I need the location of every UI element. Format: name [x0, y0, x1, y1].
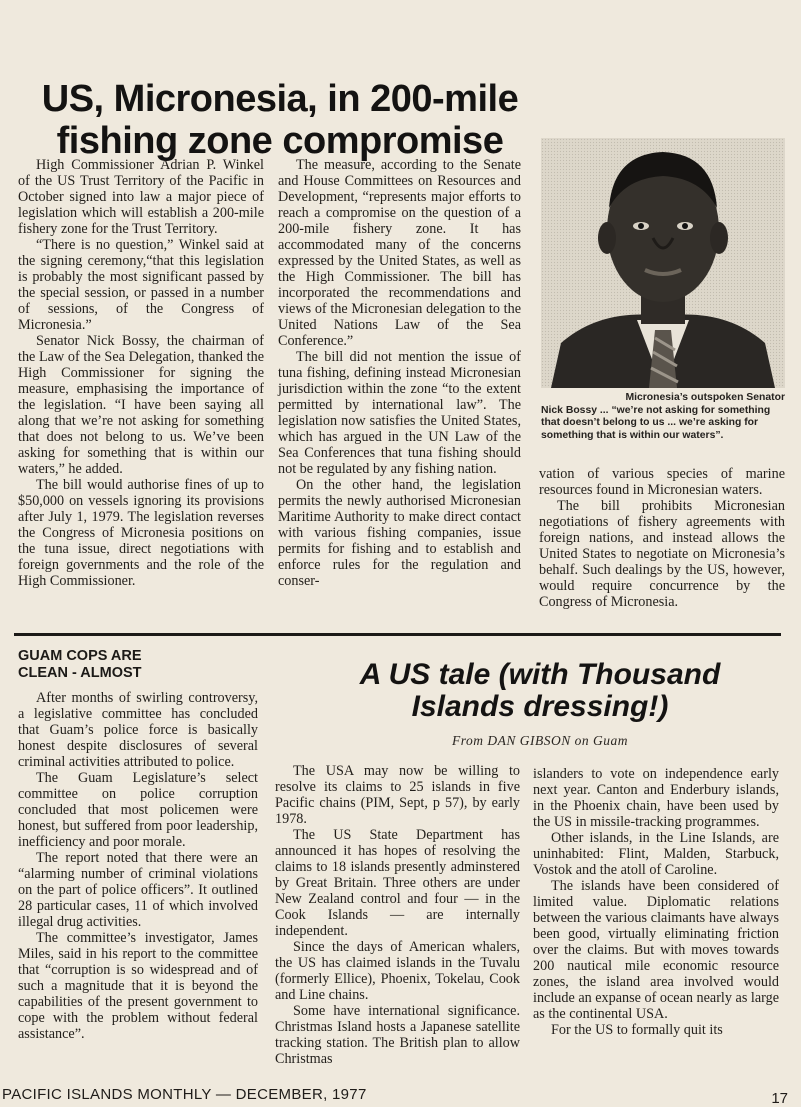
paragraph: Other islands, in the Line Islands, are uninhabited: Flint, Malden, Starbuck, Vostok and the atoll of Caroline.	[533, 830, 779, 878]
paragraph: The bill prohibits Micronesian negotiations of fishery agreements with foreign nations, and instead allows the United States to negotiate on Micronesia’s behalf. Such dealings by the US, however, would require concurrence by the Congress of Micronesia.	[539, 498, 785, 610]
paragraph: islanders to vote on independence early next year. Canton and Enderbury islands, in the Phoenix chain, have been used by the US in missile-tracking programmes.	[533, 766, 779, 830]
paragraph: On the other hand, the legislation permits the newly authorised Micronesian Maritime Authority to make direct contact with various fishing companies, issue permits for fishing and to establish and enforce rules for the regulation and conser-	[278, 477, 521, 589]
main-headline-line1: US, Micronesia, in 200-mile	[41, 78, 519, 120]
article1-column3	[539, 466, 785, 610]
paragraph: Since the days of American whalers, the US has claimed islands in the Tuvalu (formerly Ellice), Phoenix, Tokelau, Cook and Line chains.	[275, 939, 520, 1003]
paragraph: The measure, according to the Senate and House Committees on Resources and Development, “represents major efforts to reach a compromise on the question of a 200-mile fishery zone. It has accommodated many of the concerns expressed by the United States, as well as the High Commissioner. The bill has incorporated the recommendations and views of the Micronesian delegation to the United Nations Law of the Sea Conference.”	[278, 157, 521, 349]
paragraph: For the US to formally quit its	[551, 1022, 723, 1038]
guam-cops-body	[18, 690, 258, 1042]
paragraph: Senator Nick Bossy, the chairman of the Law of the Sea Delegation, thanked the High Commissioner for signing the measure, emphasising the importance of the legislation. “I have been saying all along that we’re not asking for something that does not belong to us. We’ve been asking for something that is within our waters,” he added.	[18, 333, 264, 477]
paragraph: The US State Department has announced it has hopes of resolving the claims to 18 islands presently adminstered by Great Britain. Three others are under New Zealand control and four — in the Cook Islands — are internally independent.	[275, 827, 520, 939]
us-tale-headline	[290, 659, 790, 723]
paragraph: The Guam Legislature’s select committee on police corruption concluded that most policemen were honest, but suffered from poor leadership, inefficiency and poor morale.	[18, 770, 258, 850]
guam-cops-headline	[18, 648, 258, 682]
article1-column2	[278, 157, 521, 589]
paragraph: The committee’s investigator, James Miles, said in his report to the committee that “corruption is so widespread and of such a magnitude that it is beyond the capabilities of the present government to cope with the problem without federal assistance”.	[18, 930, 258, 1042]
caption-text: Nick Bossy ... “we’re not asking for something that doesn’t belong to us ... we’re asking for something that is within our waters”.	[541, 404, 771, 441]
us-tale-column1	[275, 763, 520, 1067]
main-headline	[0, 78, 560, 162]
paragraph: The bill would authorise fines of up to $50,000 on vessels ignoring its provisions after July 1, 1979. The legislation reverses the Congress of Micronesia positions on the tuna issue, direct negotiations with foreign governments and the role of the High Commissioner.	[18, 477, 264, 589]
portrait-illustration	[541, 138, 785, 388]
tale-headline-line2: Islands dressing!)	[411, 690, 669, 723]
paragraph: vation of various species of marine resources found in Micronesian waters.	[539, 466, 785, 498]
senator-photo	[541, 138, 785, 388]
page-number: 17	[771, 1090, 788, 1107]
tale-headline-line1: A US tale (with Thousand	[359, 658, 721, 691]
photo-caption	[541, 392, 785, 442]
guam-headline-line1: GUAM COPS ARE	[18, 648, 142, 664]
paragraph: “There is no question,” Winkel said at the signing ceremony,“that this legislation is probably the most significant passed by the special session, or passed in a number of sessions, of the Congress of Micronesia.”	[18, 237, 264, 333]
section-divider	[14, 633, 781, 636]
us-tale-column2	[533, 766, 779, 1038]
article1-column1	[18, 157, 264, 589]
paragraph: The bill did not mention the issue of tuna fishing, defining instead Micronesian jurisdiction within the zone “to the extent permitted by international law”. The legislation now satisfies the United States, which has argued in the UN Law of the Sea Conferences that tuna fishing should not be regulated by any fishing nation.	[278, 349, 521, 477]
paragraph: The USA may now be willing to resolve its claims to 25 islands in five Pacific chains (PIM, Sept, p 57), by early 1978.	[275, 763, 520, 827]
caption-line1: Micronesia’s outspoken Senator	[625, 392, 785, 403]
paragraph: The report noted that there were an “alarming number of criminal violations on the part of police officers”. It outlined 28 particular cases, 11 of which involved illegal drug activities.	[18, 850, 258, 930]
page-footer: PACIFIC ISLANDS MONTHLY — DECEMBER, 1977	[2, 1086, 367, 1103]
paragraph: High Commissioner Adrian P. Winkel of the US Trust Territory of the Pacific in October signed into law a major piece of legislation which will establish a 200-mile fishery zone for the Trust Territory.	[18, 157, 264, 237]
paragraph: After months of swirling controversy, a legislative committee has concluded that Guam’s police force is basically honest despite disclosures of several criminal activities attributed to police.	[18, 690, 258, 770]
byline: From DAN GIBSON on Guam	[452, 733, 628, 748]
guam-headline-line2: CLEAN - ALMOST	[18, 665, 142, 681]
paragraph: Some have international significance. Christmas Island hosts a Japanese satellite tracking station. The British plan to allow Christmas	[275, 1003, 520, 1067]
main-headline-line2: fishing zone compromise	[56, 120, 504, 162]
paragraph: The islands have been considered of limited value. Diplomatic relations between the various claimants have always been good, virtually eliminating friction over the claims. But with moves towards 200 nautical mile economic resource zones, the island area involved would include an expanse of ocean nearly as large as the continental USA.	[533, 878, 779, 1022]
